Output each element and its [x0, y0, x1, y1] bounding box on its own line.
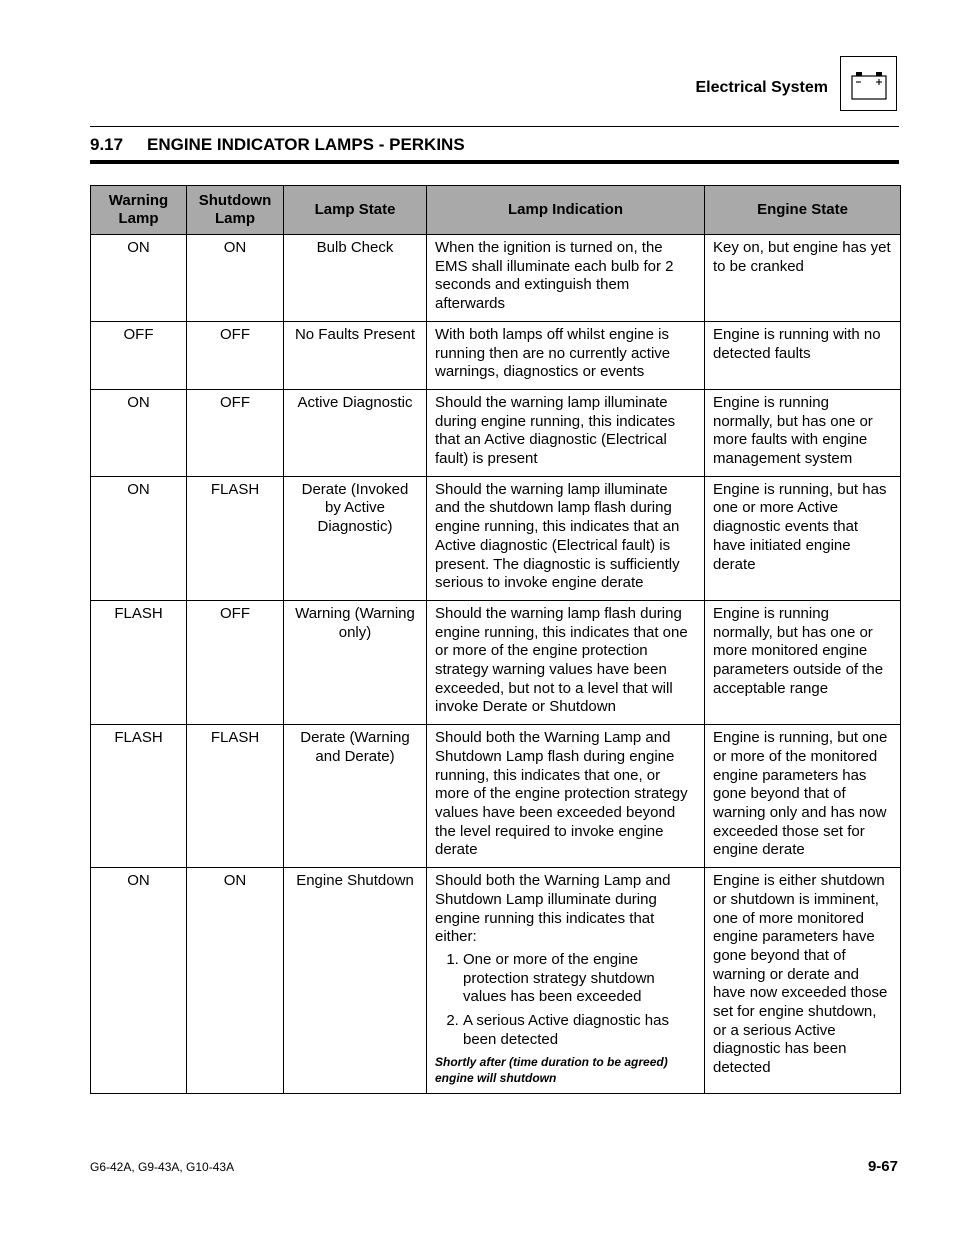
warning-lamp-cell: FLASH	[91, 725, 187, 868]
table-row	[91, 600, 901, 724]
warning-lamp-cell: OFF	[91, 321, 187, 389]
lamp-state-cell: Derate (Warning and Derate)	[284, 725, 427, 868]
lamp-indication-cell	[427, 868, 705, 1094]
shutdown-lamp-cell: FLASH	[187, 725, 284, 868]
battery-icon-box	[840, 56, 897, 111]
shutdown-cause-list	[435, 951, 696, 1050]
lamp-state-cell: Warning (Warning only)	[284, 600, 427, 724]
engine-lamp-table	[90, 185, 901, 1094]
shutdown-note: Shortly after (time duration to be agreed) engine will shutdown	[435, 1055, 668, 1086]
column-header: Lamp Indication	[427, 186, 705, 235]
lamp-state-cell: Engine Shutdown	[284, 868, 427, 1094]
page-number: 9-67	[867, 1158, 898, 1175]
table-header-row	[91, 186, 901, 235]
column-header: Engine State	[705, 186, 901, 235]
warning-lamp-cell: ON	[91, 868, 187, 1094]
table-row	[91, 389, 901, 476]
engine-state-cell: Engine is running normally, but has one or more faults with engine management system	[705, 389, 901, 476]
table-row	[91, 321, 901, 389]
section-number: 9.17	[90, 135, 124, 154]
lamp-state-cell: Active Diagnostic	[284, 389, 427, 476]
shutdown-lamp-cell: OFF	[187, 321, 284, 389]
lamp-indication-cell: Should both the Warning Lamp and Shutdown Lamp flash during engine running, this indicates that one, or more of the engine protection strategy values have been exceeded beyond the level required to invoke engine derate	[427, 725, 705, 868]
lamp-indication-cell: When the ignition is turned on, the EMS shall illuminate each bulb for 2 seconds and extinguish them afterwards	[427, 235, 705, 322]
section-title	[90, 135, 465, 155]
lamp-indication-cell: Should the warning lamp illuminate during engine running, this indicates that an Active diagnostic (Electrical fault) is present	[427, 389, 705, 476]
shutdown-lamp-cell: FLASH	[187, 476, 284, 600]
list-item: 2. A serious Active diagnostic has been detected	[463, 1012, 696, 1049]
lamp-state-cell: No Faults Present	[284, 321, 427, 389]
table-row	[91, 476, 901, 600]
warning-lamp-cell: ON	[91, 389, 187, 476]
lamp-state-cell: Bulb Check	[284, 235, 427, 322]
section-rule	[90, 160, 899, 164]
warning-lamp-cell: ON	[91, 476, 187, 600]
warning-lamp-cell: ON	[91, 235, 187, 322]
section-heading: ENGINE INDICATOR LAMPS - PERKINS	[147, 135, 465, 154]
battery-icon	[841, 57, 896, 110]
table-row	[91, 725, 901, 868]
footer-models: G6-42A, G9-43A, G10-43A	[90, 1160, 235, 1174]
shutdown-lamp-cell: OFF	[187, 389, 284, 476]
lamp-indication-cell: With both lamps off whilst engine is running then are no currently active warnings, diagnostics or events	[427, 321, 705, 389]
table-row	[91, 235, 901, 322]
lamp-indication-cell: Should the warning lamp illuminate and the shutdown lamp flash during engine running, this indicates that an Active diagnostic (Electrical fault) is present. The diagnostic is sufficiently serious to invoke engine derate	[427, 476, 705, 600]
list-item: 1. One or more of the engine protection strategy shutdown values has been exceeded	[463, 951, 696, 1007]
column-header: Warning Lamp	[91, 186, 187, 235]
engine-state-cell: Engine is running with no detected faults	[705, 321, 901, 389]
column-header: Shutdown Lamp	[187, 186, 284, 235]
engine-state-cell: Engine is running normally, but has one or more monitored engine parameters outside of the acceptable range	[705, 600, 901, 724]
lamp-indication-cell: Should the warning lamp flash during engine running, this indicates that one or more of the engine protection strategy warning values have been exceeded, but not to a level that will invoke Derate or Shutdown	[427, 600, 705, 724]
shutdown-lamp-cell: ON	[187, 235, 284, 322]
engine-state-cell: Engine is running, but one or more of the monitored engine parameters has gone beyond that of warning only and has now exceeded those set for engine derate	[705, 725, 901, 868]
warning-lamp-cell: FLASH	[91, 600, 187, 724]
header-section-name: Electrical System	[695, 79, 828, 96]
engine-state-cell: Engine is running, but has one or more Active diagnostic events that have initiated engine derate	[705, 476, 901, 600]
column-header: Lamp State	[284, 186, 427, 235]
engine-state-cell: Key on, but engine has yet to be cranked	[705, 235, 901, 322]
shutdown-lamp-cell: OFF	[187, 600, 284, 724]
engine-state-cell: Engine is either shutdown or shutdown is imminent, one of more monitored engine parameters have gone beyond that of warning or derate and have now exceeded those set for engine shutdown, or a serious Active diagnostic has been detected	[705, 868, 901, 1094]
indication-text: Should both the Warning Lamp and Shutdown Lamp illuminate during engine running this indicates that either:	[435, 872, 671, 946]
table-row	[91, 868, 901, 1094]
header-rule	[90, 126, 899, 127]
shutdown-lamp-cell: ON	[187, 868, 284, 1094]
lamp-state-cell: Derate (Invoked by Active Diagnostic)	[284, 476, 427, 600]
